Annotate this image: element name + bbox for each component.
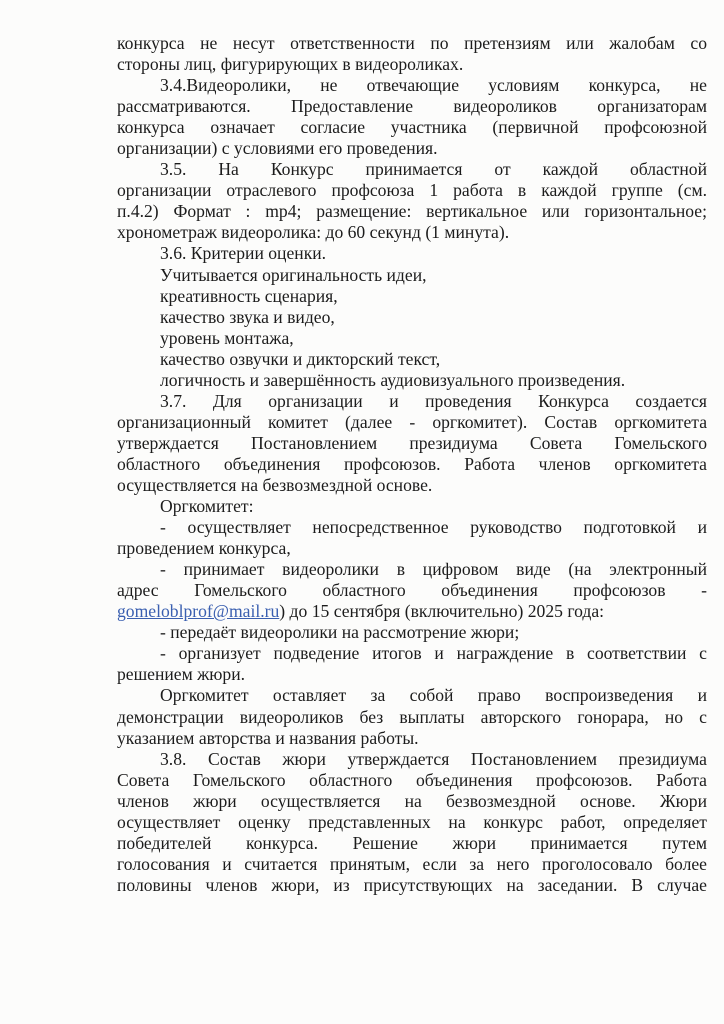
text-line: победителей конкурса. Решение жюри принимается путем xyxy=(117,832,707,853)
text-line: указанием авторства и названия работы. xyxy=(117,727,419,748)
text-line: - осуществляет непосредственное руководство подготовкой и xyxy=(160,517,707,538)
text-line: - принимает видеоролики в цифровом виде (на электронный xyxy=(160,559,707,580)
text-line: голосования и считается принятым, если за него проголосовало более xyxy=(117,853,707,874)
text-line: 3.6. Критерии оценки. xyxy=(160,243,327,264)
text-line: организации отраслевого профсоюза 1 работа в каждой группе (см. xyxy=(117,180,707,201)
text-line: утверждается Постановлением президиума Совета Гомельского xyxy=(117,432,707,453)
text-line: областного объединения профсоюзов. Работа членов оргкомитета xyxy=(117,453,707,474)
text-line: качество озвучки и дикторский текст, xyxy=(160,348,441,369)
text-line: конкурса не несут ответственности по претензиям или жалобам со xyxy=(117,33,707,53)
email-line-rest: ) до 15 сентября (включительно) 2025 года: xyxy=(279,601,605,622)
text-line xyxy=(117,601,707,622)
text-line: проведением конкурса, xyxy=(117,538,291,559)
text-line: половины членов жюри, из присутствующих на заседании. В случае xyxy=(117,874,707,895)
text-line: демонстрации видеороликов без выплаты авторского гонорара, но с xyxy=(117,706,707,727)
text-line: логичность и завершённость аудиовизуального произведения. xyxy=(160,369,626,390)
text-line: 3.5. На Конкурс принимается от каждой областной xyxy=(160,159,707,180)
text-line: Оргкомитет: xyxy=(160,496,254,517)
text-line: решением жюри. xyxy=(117,664,246,685)
text-line: уровень монтажа, xyxy=(160,327,294,348)
text-line: осуществляет оценку представленных на конкурс работ, определяет xyxy=(117,811,707,832)
text-line: хронометраж видеоролика: до 60 секунд (1 минута). xyxy=(117,222,510,243)
text-line: Учитывается оригинальность идеи, xyxy=(160,264,427,285)
text-line: организационный комитет (далее - оргкомитет). Состав оргкомитета xyxy=(117,411,707,432)
text-line: Совета Гомельского областного объединения профсоюзов. Работа xyxy=(117,769,707,790)
text-line: рассматриваются. Предоставление видеороликов организаторам xyxy=(117,96,707,117)
text-line: - организует подведение итогов и награждение в соответствии с xyxy=(160,643,707,664)
text-line: адрес Гомельского областного объединения профсоюзов - xyxy=(117,580,707,601)
text-line: 3.8. Состав жюри утверждается Постановлением президиума xyxy=(160,748,707,769)
text-line: п.4.2) Формат : mp4; размещение: вертикальное или горизонтальное; xyxy=(117,201,707,222)
text-line: - передаёт видеоролики на рассмотрение жюри; xyxy=(160,622,520,643)
text-line: Оргкомитет оставляет за собой право воспроизведения и xyxy=(160,685,707,706)
text-line: качество звука и видео, xyxy=(160,306,335,327)
text-line: осуществляется на безвозмездной основе. xyxy=(117,474,433,495)
text-line: стороны лиц, фигурирующих в видеороликах. xyxy=(117,54,464,75)
text-line: креативность сценария, xyxy=(160,285,338,306)
document-body xyxy=(117,33,707,896)
text-line: 3.4.Видеоролики, не отвечающие условиям конкурса, не xyxy=(160,75,707,96)
text-line: конкурса означает согласие участника (первичной профсоюзной xyxy=(117,117,707,138)
email-link[interactable]: gomeloblprof@mail.ru xyxy=(117,601,280,622)
text-line: членов жюри осуществляется на безвозмездной основе. Жюри xyxy=(117,790,707,811)
text-line: 3.7. Для организации и проведения Конкурса создается xyxy=(160,390,707,411)
text-line: организации) с условиями его проведения. xyxy=(117,138,438,159)
